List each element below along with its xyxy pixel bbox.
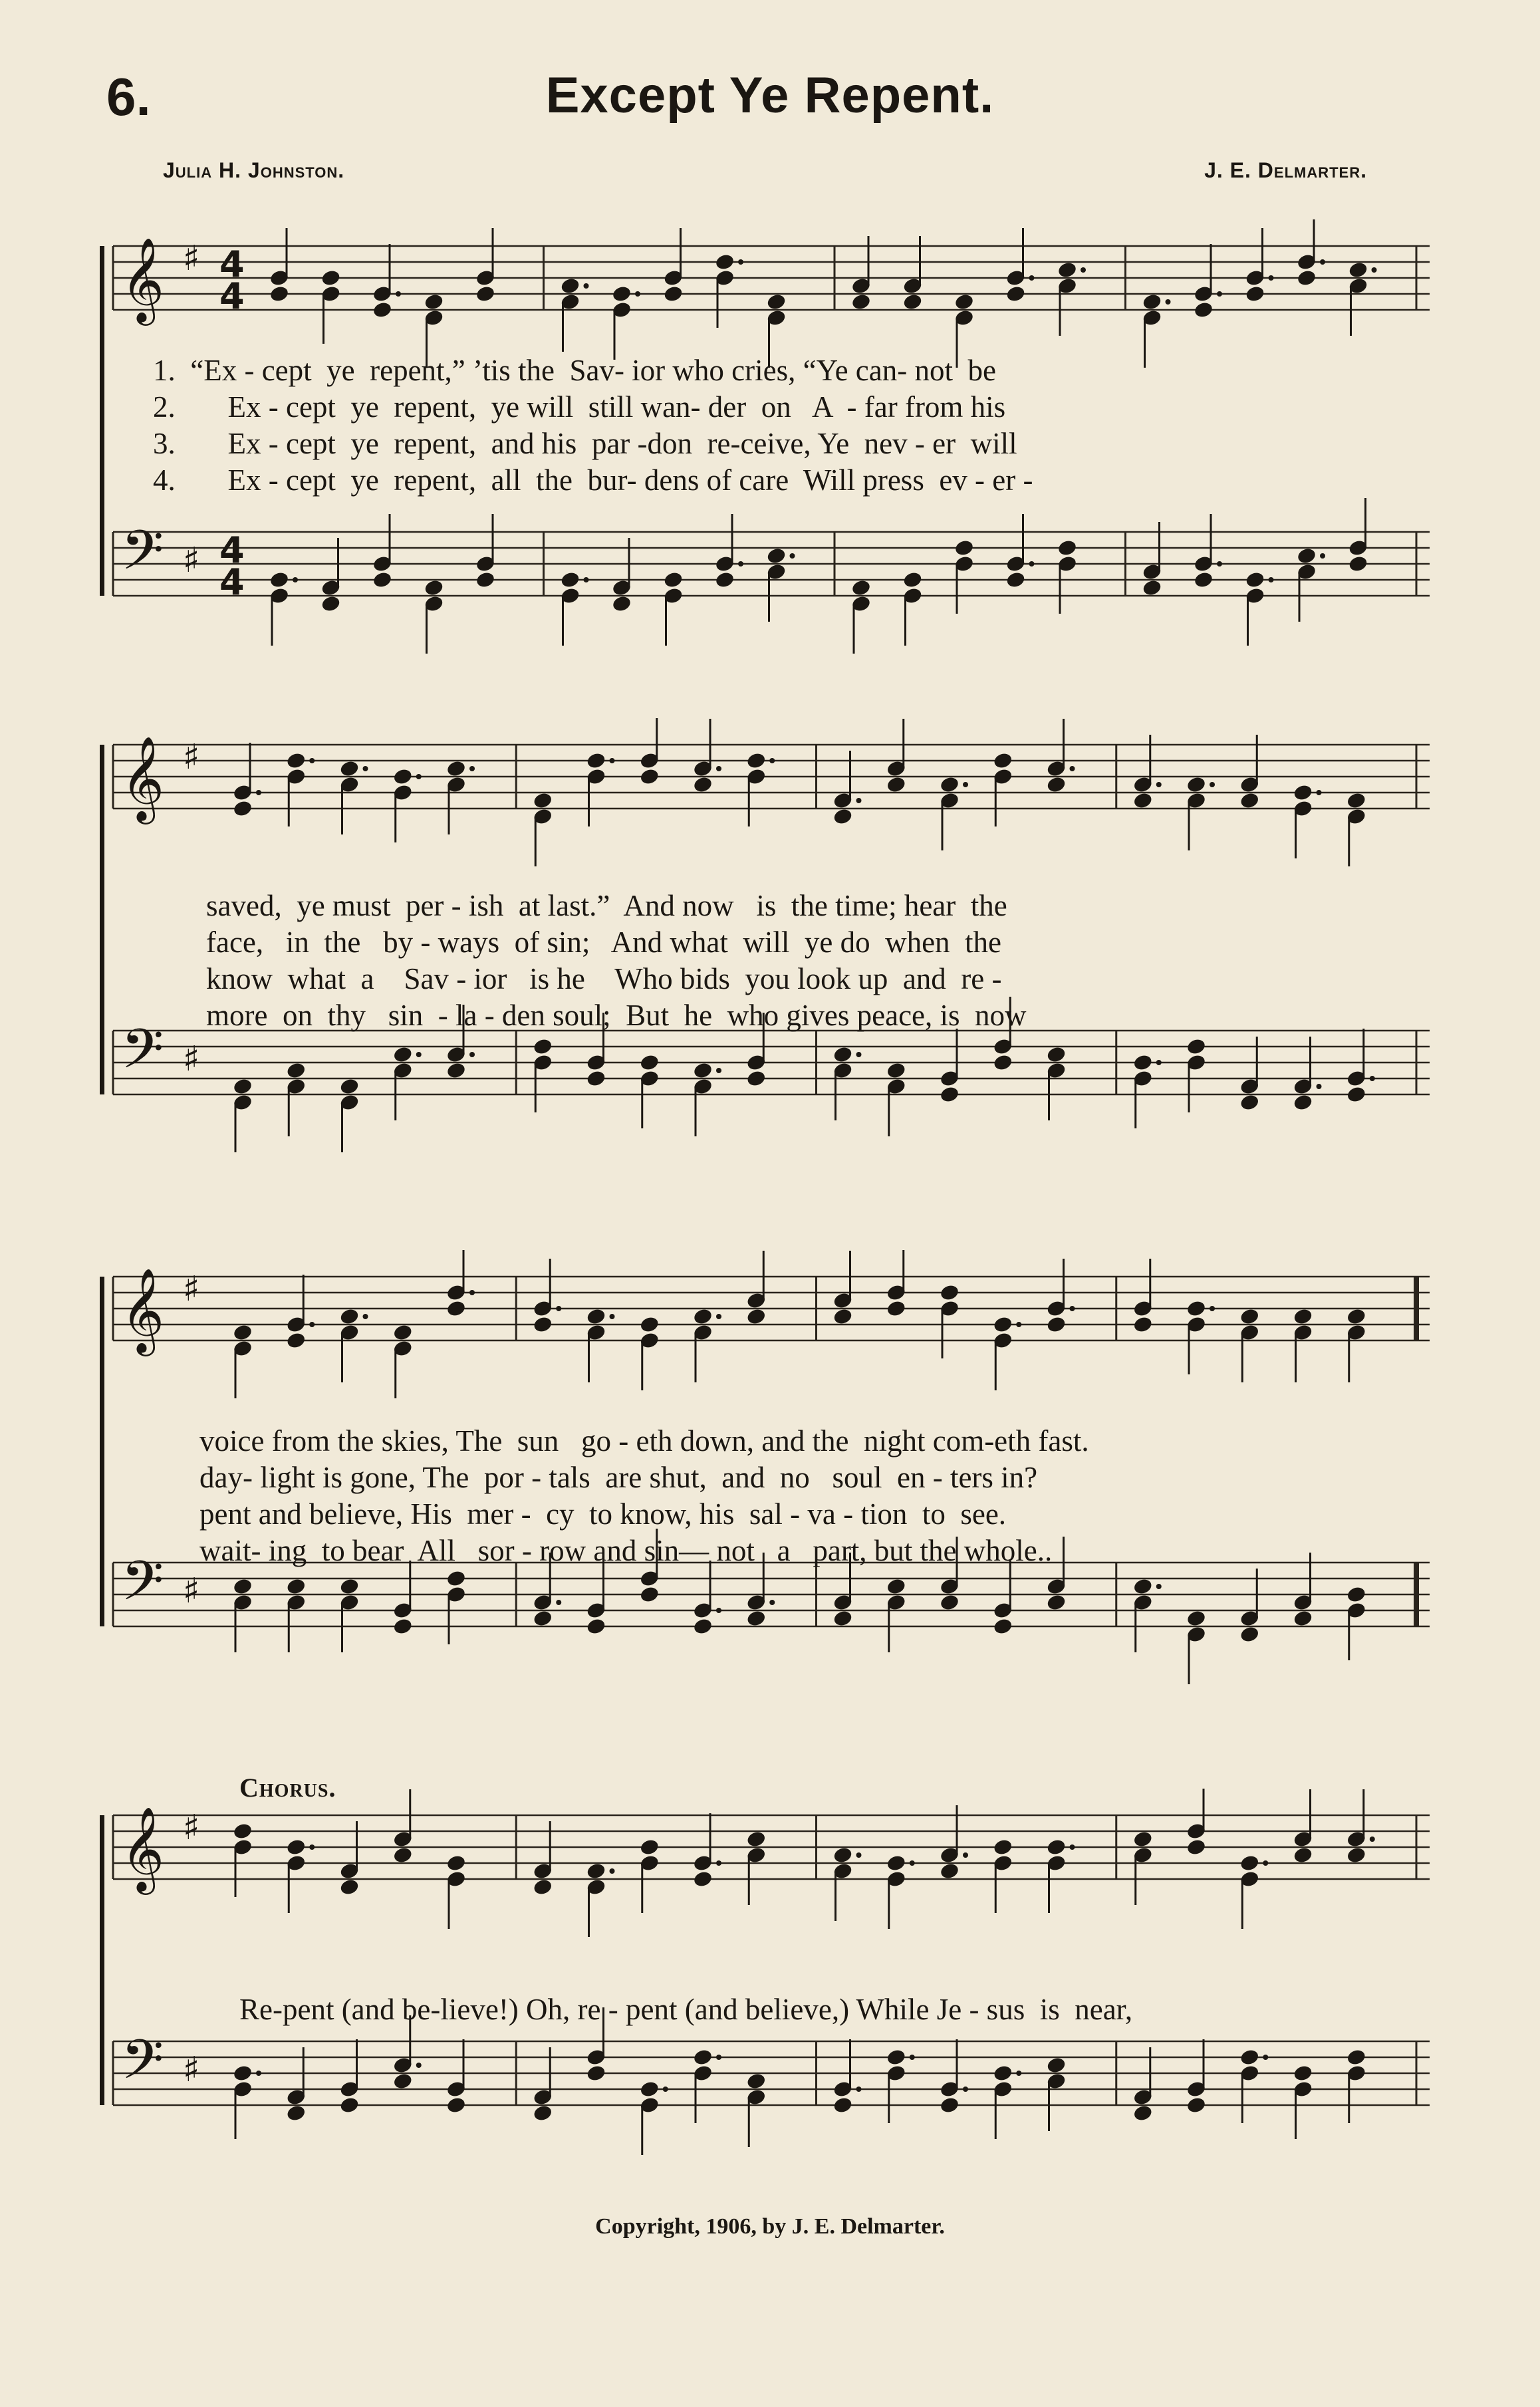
note-chord xyxy=(714,514,743,589)
note-chord xyxy=(692,1561,721,1636)
note-chord xyxy=(993,1838,1013,1913)
system-brace xyxy=(100,1815,104,2105)
lyric-line: more on thy sin - la - den soul; But he who gives peace, is now xyxy=(206,999,1027,1032)
note-chord xyxy=(1239,1037,1260,1112)
note-chord xyxy=(1132,735,1162,810)
hymn-number: 6. xyxy=(106,67,151,126)
note-chord xyxy=(886,1577,906,1652)
note-chord xyxy=(1245,570,1274,646)
note-chord xyxy=(1132,1259,1153,1334)
note-chord xyxy=(1132,1830,1153,1905)
note-chord xyxy=(1346,1029,1375,1104)
note-chord xyxy=(993,1561,1013,1636)
note-chord xyxy=(850,578,871,654)
note-chord xyxy=(692,1813,721,1888)
note-chord xyxy=(339,759,368,834)
treble-staff xyxy=(113,1789,1430,1937)
note-chord xyxy=(232,743,261,818)
bass-clef-icon: 𝄢 xyxy=(121,2027,164,2105)
lyric-line: pent and believe, His mer - cy to know, his sal - va - tion to see. xyxy=(199,1497,1007,1531)
bass-staff xyxy=(113,2007,1430,2155)
note-chord xyxy=(954,539,974,614)
treble-clef-icon: 𝄞 xyxy=(121,1267,165,1352)
note-chord xyxy=(746,1830,767,1905)
sharp-icon: ♯ xyxy=(183,541,200,580)
note-chord xyxy=(446,1569,466,1644)
note-chord xyxy=(833,751,862,826)
note-chord xyxy=(886,1250,906,1318)
note-chord xyxy=(232,1077,253,1152)
note-chord xyxy=(1132,1053,1162,1128)
note-chord xyxy=(533,1259,562,1334)
treble-staff xyxy=(113,718,1430,866)
note-chord xyxy=(1346,1307,1366,1382)
note-chord xyxy=(1057,261,1086,336)
note-chord xyxy=(1296,219,1325,287)
note-chord xyxy=(1046,1838,1075,1913)
note-chord xyxy=(286,2047,307,2122)
lyric-line: voice from the skies, The sun go - eth down, and the night com-eth fast. xyxy=(199,1424,1089,1457)
note-chord xyxy=(833,1251,853,1326)
note-chord xyxy=(286,751,315,826)
note-chord xyxy=(746,2072,767,2147)
note-chord xyxy=(639,1315,660,1390)
note-chord xyxy=(475,228,495,303)
lyric-line: wait- ing to bear All sor - row and sin— not a part, but the whole.. xyxy=(199,1534,1053,1567)
bass-clef-icon: 𝄢 xyxy=(121,518,164,596)
sharp-icon: ♯ xyxy=(183,2050,200,2090)
note-chord xyxy=(339,1821,360,1896)
note-chord xyxy=(339,1577,360,1652)
note-chord xyxy=(639,1838,660,1913)
note-chord xyxy=(586,1561,606,1636)
note-chord xyxy=(1186,1299,1215,1374)
lyric-line: day- light is gone, The por - tals are shut, and no soul en - ters in? xyxy=(199,1461,1038,1494)
note-chord xyxy=(286,1061,307,1136)
note-chord xyxy=(446,1854,466,1929)
note-chord xyxy=(939,1805,968,1880)
note-chord xyxy=(269,570,298,646)
sharp-icon: ♯ xyxy=(183,239,200,279)
note-chord xyxy=(1186,2039,1206,2114)
note-chord xyxy=(1193,514,1222,589)
note-chord xyxy=(714,253,743,328)
note-chord xyxy=(232,2064,261,2139)
time-signature-bottom: 4 xyxy=(219,275,245,317)
note-chord xyxy=(560,277,589,352)
treble-staff xyxy=(113,1250,1430,1398)
note-chord xyxy=(1186,1037,1206,1112)
treble-clef-icon: 𝄞 xyxy=(121,1806,165,1891)
lyric-line: know what a Sav - ior is he Who bids you look up and re - xyxy=(206,962,1002,995)
note-chord xyxy=(533,1037,553,1112)
time-signature-top: 4 xyxy=(219,243,245,285)
note-chord xyxy=(939,1283,960,1358)
note-chord xyxy=(611,538,632,613)
note-chord xyxy=(1346,2048,1366,2123)
stanza-lyrics-system-3 xyxy=(199,1423,1463,1569)
note-chord xyxy=(1046,2056,1067,2131)
note-chord xyxy=(1293,2064,1313,2139)
note-chord xyxy=(692,2048,721,2123)
note-chord xyxy=(993,2064,1022,2139)
note-chord xyxy=(533,2047,553,2122)
note-chord xyxy=(1348,498,1368,573)
note-chord xyxy=(586,1307,615,1382)
note-chord xyxy=(1346,791,1366,866)
note-chord xyxy=(1046,719,1075,794)
note-chord xyxy=(586,751,615,826)
note-chord xyxy=(1132,1577,1162,1652)
note-chord xyxy=(1239,1854,1269,1929)
note-chord xyxy=(939,2039,968,2114)
lyric-line: face, in the by - ways of sin; And what will ye do when the xyxy=(206,926,1002,959)
note-chord xyxy=(663,570,684,646)
note-chord xyxy=(321,269,341,344)
note-chord xyxy=(902,570,923,646)
note-chord xyxy=(1245,228,1274,303)
note-chord xyxy=(886,2048,915,2123)
note-chord xyxy=(692,719,721,794)
note-chord xyxy=(692,1307,721,1382)
sharp-icon: ♯ xyxy=(183,1571,200,1611)
note-chord xyxy=(1348,261,1377,336)
note-chord xyxy=(446,2039,466,2114)
note-chord xyxy=(746,1251,767,1326)
system-brace xyxy=(100,246,104,596)
note-chord xyxy=(886,1854,915,1929)
note-chord xyxy=(286,1275,315,1350)
note-chord xyxy=(475,514,495,589)
note-chord xyxy=(1046,1259,1075,1334)
sharp-icon: ♯ xyxy=(183,1039,200,1079)
note-chord xyxy=(1239,1569,1260,1644)
note-chord xyxy=(1005,228,1035,303)
system-brace xyxy=(100,1277,104,1626)
bass-clef-icon: 𝄢 xyxy=(121,1549,164,1626)
chorus-label: Chorus. xyxy=(239,1773,336,1803)
time-signature-top: 4 xyxy=(219,529,245,571)
lyricist-credit: Julia H. Johnston. xyxy=(163,158,345,182)
note-chord xyxy=(833,1045,862,1120)
note-chord xyxy=(1293,1789,1313,1864)
note-chord xyxy=(446,759,475,834)
note-chord xyxy=(533,791,553,866)
note-chord xyxy=(639,1053,660,1128)
note-chord xyxy=(232,1577,253,1652)
treble-clef-icon: 𝄞 xyxy=(121,735,165,821)
note-chord xyxy=(1296,547,1325,622)
note-chord xyxy=(663,228,684,303)
note-chord xyxy=(286,1577,307,1652)
lyric-line: saved, ye must per - ish at last.” And now is the time; hear the xyxy=(206,889,1007,922)
note-chord xyxy=(232,1822,253,1897)
treble-clef-icon: 𝄞 xyxy=(121,237,165,322)
note-chord xyxy=(639,2080,668,2155)
note-chord xyxy=(232,1323,253,1398)
note-chord xyxy=(446,1250,475,1318)
note-chord xyxy=(339,2039,360,2114)
note-chord xyxy=(1005,514,1035,589)
note-chord xyxy=(1186,1789,1206,1856)
note-chord xyxy=(939,1029,960,1104)
note-chord xyxy=(533,1821,553,1896)
note-chord xyxy=(902,236,923,311)
note-chord xyxy=(392,767,422,842)
note-chord xyxy=(321,538,341,613)
note-chord xyxy=(1293,1037,1322,1112)
note-chord xyxy=(993,751,1013,826)
note-chord xyxy=(1057,539,1077,614)
lyric-line: Re-pent (and be-lieve!) Oh, re - pent (and believe,) While Je - sus is near, xyxy=(239,1993,1133,2026)
note-chord xyxy=(766,547,795,622)
sharp-icon: ♯ xyxy=(183,1808,200,1848)
note-chord xyxy=(1239,735,1260,810)
note-chord xyxy=(993,1315,1022,1390)
note-chord xyxy=(424,578,444,654)
sharp-icon: ♯ xyxy=(183,1269,200,1309)
note-chord xyxy=(833,1846,862,1921)
note-chord xyxy=(269,228,289,303)
note-chord xyxy=(1239,1307,1260,1382)
note-chord xyxy=(339,1307,368,1382)
note-chord xyxy=(1046,1045,1067,1120)
note-chord xyxy=(886,1061,906,1136)
time-signature-bottom: 4 xyxy=(219,561,245,603)
lyric-line: 3. Ex - cept ye repent, and his par -don re-ceive, Ye nev - er will xyxy=(153,427,1017,460)
note-chord xyxy=(392,1045,422,1120)
note-chord xyxy=(746,751,775,826)
note-chord xyxy=(339,1077,360,1152)
bass-clef-icon: 𝄢 xyxy=(121,1017,164,1094)
note-chord xyxy=(1186,1609,1206,1684)
treble-staff xyxy=(113,219,1430,368)
note-chord xyxy=(1293,1307,1313,1382)
note-chord xyxy=(1132,2047,1153,2122)
note-chord xyxy=(833,2039,862,2114)
note-chord xyxy=(286,1838,315,1913)
note-chord xyxy=(586,1862,615,1937)
lyric-line: 4. Ex - cept ye repent, all the bur- dens of care Will press ev - er - xyxy=(153,463,1033,497)
stanza-lyrics-system-1 xyxy=(153,352,1416,499)
note-chord xyxy=(392,1561,413,1636)
note-chord xyxy=(1239,2048,1269,2123)
note-chord xyxy=(1186,775,1215,850)
note-chord xyxy=(372,514,392,589)
note-chord xyxy=(886,719,906,794)
note-chord xyxy=(692,1061,721,1136)
bass-staff xyxy=(113,498,1430,654)
copyright-notice: Copyright, 1906, by J. E. Delmarter. xyxy=(595,2214,945,2239)
note-chord xyxy=(939,775,968,850)
note-chord xyxy=(392,1789,413,1864)
note-chord xyxy=(1293,783,1322,858)
music-system-chorus xyxy=(100,1789,1443,2161)
note-chord xyxy=(1142,522,1162,597)
lyric-line: 1. “Ex - cept ye repent,” ’tis the Sav- ior who cries, “Ye can- not be xyxy=(153,354,996,387)
note-chord xyxy=(1346,1789,1375,1864)
note-chord xyxy=(1193,244,1222,319)
note-chord xyxy=(611,285,640,360)
note-chord xyxy=(1346,1585,1366,1660)
note-chord xyxy=(560,570,589,646)
note-chord xyxy=(372,244,401,319)
sharp-icon: ♯ xyxy=(183,737,200,777)
note-chord xyxy=(392,1323,413,1398)
note-chord xyxy=(850,236,871,311)
hymn-title: Except Ye Repent. xyxy=(545,67,995,124)
chorus-lyrics xyxy=(239,1991,1503,2028)
stanza-lyrics-system-2 xyxy=(206,888,1470,1034)
composer-credit: J. E. Delmarter. xyxy=(1204,158,1367,182)
system-brace xyxy=(100,745,104,1094)
lyric-line: 2. Ex - cept ye repent, ye will still wan- der on A - far from his xyxy=(153,390,1006,424)
note-chord xyxy=(639,718,660,786)
